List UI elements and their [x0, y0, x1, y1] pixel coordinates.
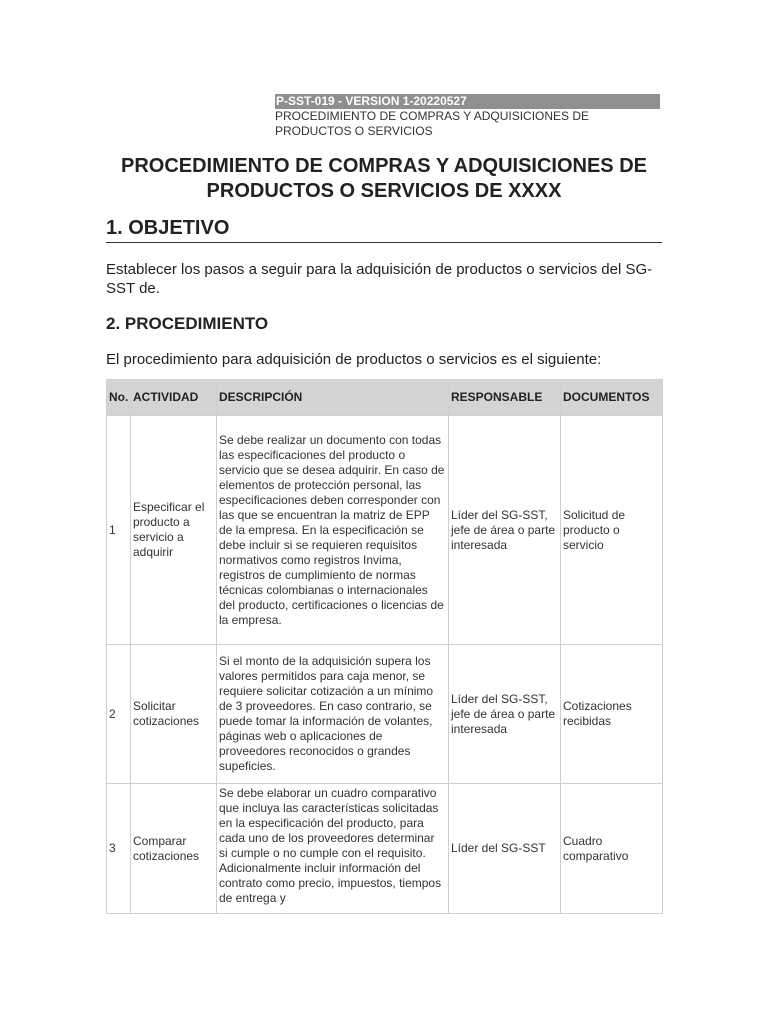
header-no: No. [107, 380, 131, 416]
header-descripcion: DESCRIPCIÓN [217, 380, 449, 416]
cell-responsable: Líder del SG-SST [449, 784, 561, 914]
cell-actividad: Comparar cotizaciones [131, 784, 217, 914]
table-row [107, 784, 663, 914]
document-header-subtitle: PROCEDIMIENTO DE COMPRAS Y ADQUISICIONES DE PRODUCTOS O SERVICIOS [275, 109, 590, 138]
cell-no: 1 [107, 416, 131, 645]
document-header [275, 94, 660, 139]
cell-documentos: Cotizaciones recibidas [561, 645, 663, 784]
procedure-intro: El procedimiento para adquisición de productos o servicios es el siguiente: [106, 351, 602, 368]
cell-descripcion: Si el monto de la adquisición supera los valores permitidos para caja menor, se requiere solicitar cotización a un mínimo de 3 proveedores. En caso contrario, se puede tomar la información de volantes, páginas web o aplicaciones de proveedores reconocidos o grandes supeficies. [217, 645, 449, 784]
cell-no: 3 [107, 784, 131, 914]
section-procedure-heading: 2. PROCEDIMIENTO [106, 314, 269, 333]
cell-actividad: Solicitar cotizaciones [131, 645, 217, 784]
procedure-table [106, 379, 663, 914]
cell-responsable: Líder del SG-SST, jefe de área o parte interesada [449, 645, 561, 784]
cell-descripcion: Se debe realizar un documento con todas las especificaciones del producto o servicio que se desea adquirir. En caso de elementos de protección personal, las especificaciones deben corresponder con las que se encuentran la matriz de EPP de la empresa. En la especificación se debe incluir si se requieren requisitos normativos como registros Invima, registros de cumplimiento de normas técnicas colombianas o internacionales del producto, certificaciones o licencias de la empresa. [217, 416, 449, 645]
header-responsable: RESPONSABLE [449, 380, 561, 416]
table-row [107, 645, 663, 784]
cell-actividad: Especificar el producto a servicio a adquirir [131, 416, 217, 645]
document-code: P-SST-019 - VERSION 1-20220527 [275, 94, 660, 109]
table-row [107, 416, 663, 645]
header-actividad: ACTIVIDAD [131, 380, 217, 416]
cell-descripcion: Se debe elaborar un cuadro comparativo que incluya las características solicitadas en la especificación del producto, para cada uno de los proveedores determinar si cumple o no cumple con el requisito. Adicionalmente incluir información del contrato como precio, impuestos, tiempos de entrega y [217, 784, 449, 914]
section-objective-heading: 1. OBJETIVO [106, 216, 662, 243]
cell-no: 2 [107, 645, 131, 784]
cell-responsable: Líder del SG-SST, jefe de área o parte interesada [449, 416, 561, 645]
cell-documentos: Cuadro comparativo [561, 784, 663, 914]
header-documentos: DOCUMENTOS [561, 380, 663, 416]
table-header-row [107, 380, 663, 416]
objective-text: Establecer los pasos a seguir para la adquisición de productos o servicios del SG-SST de. [106, 261, 653, 297]
document-title: PROCEDIMIENTO DE COMPRAS Y ADQUISICIONES DE PRODUCTOS O SERVICIOS DE XXXX [120, 155, 647, 202]
cell-documentos: Solicitud de producto o servicio [561, 416, 663, 645]
